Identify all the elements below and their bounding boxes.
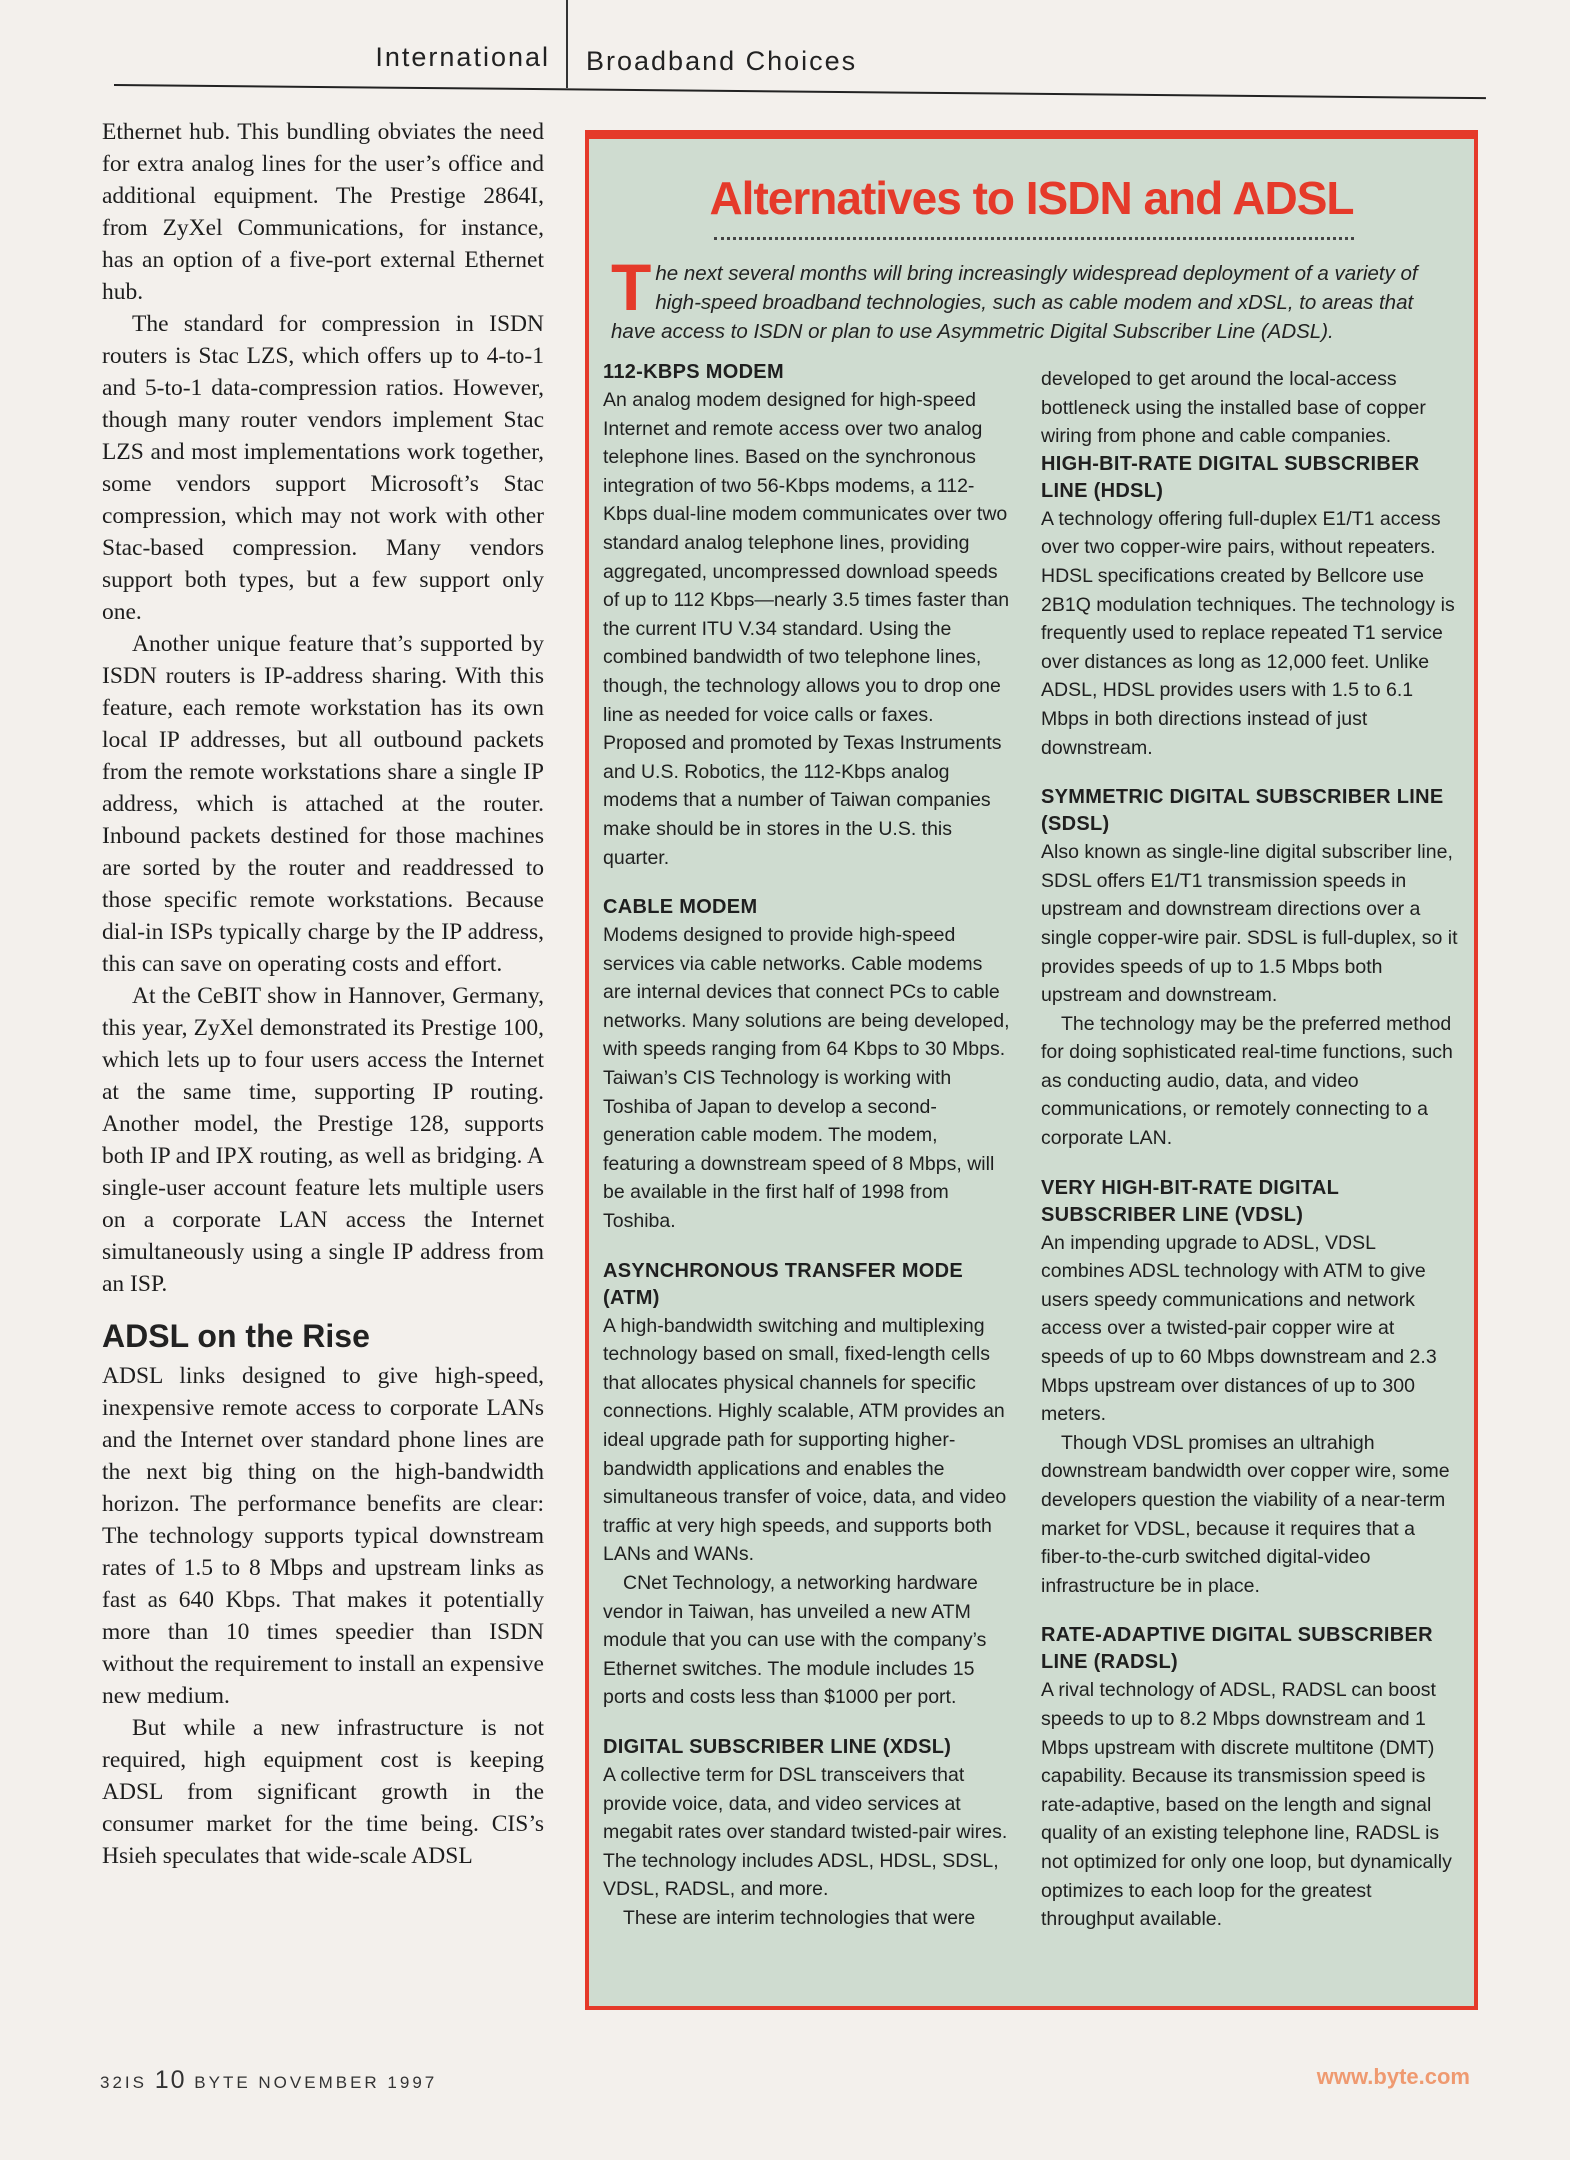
paragraph: developed to get around the local-access bottleneck using the installed base of copper wiring from phone and cable companies. [1041, 368, 1426, 448]
glossary-entry [603, 1258, 1015, 1712]
entry-text: A rival technology of ADSL, RADSL can boost speeds to up to 8.2 Mbps downstream and 1 Mbps upstream with discrete multitone (DMT) capability. Because its transmission speed is rate-adaptive, based on the length and signal quality of an existing telephone line, RADSL is not optimized for only one loop, but dynamically optimizes to each loop for the greatest throughput available. [1041, 1679, 1452, 1931]
paragraph: At the CeBIT show in Hannover, Germany, this year, ZyXel demonstrated its Prestige 100, which lets up to four users access the Internet at the same time, supporting IP routing. Another model, the Prestige 128, supports both IP and IPX routing, as well as bridging. A single-user account feature lets multiple users on a corporate LAN access the Internet simultaneously using a single IP address from an ISP. [102, 983, 544, 1297]
entry-text: Though VDSL promises an ultrahigh downstream bandwidth over copper wire, some developers question the viability of a near-term market for VDSL, because it requires that a fiber-to-the-curb switched digital-video infrastructure be in place. [1041, 1431, 1450, 1597]
entry-text: An impending upgrade to ADSL, VDSL combines ADSL technology with ATM to give users speedy communications and network access over a twisted-pair copper wire at speeds of up to 60 Mbps downstream and 2.3 Mbps upstream over distances of up to 300 meters. [1041, 1231, 1437, 1426]
paragraph: ADSL links designed to give high-speed, inexpensive remote access to corporate LANs and the Internet over standard phone lines are the next big thing on the high-bandwidth horizon. The performance benefits are clear: The technology supports typical downstream rates of 1.5 to 8 Mbps and upstream links as fast as 640 Kbps. That makes it potentially more than 10 times speedier than ISDN without the requirement to install an expensive new medium. [102, 1363, 544, 1709]
entry-text: The technology may be the preferred method for doing sophisticated real-time functions, such as conducting audio, data, and video communications, or remotely connecting to a corporate LAN. [1041, 1012, 1453, 1150]
glossary-entry [603, 359, 1015, 872]
glossary-entry [1041, 784, 1461, 1153]
entry-text: An analog modem designed for high-speed Internet and remote access over two analog telephone lines. Based on the synchronous integration of two 56-Kbps modems, a 112-Kbps dual-line modem communicates over two standard analog telephone lines, providing aggregated, uncompressed download speeds of up to 112 Kbps—nearly 3.5 times faster than the current ITU V.34 standard. Using the combined bandwidth of two telephone lines, though, the technology allows you to drop one line as needed for voice calls or faxes. Proposed and promoted by Texas Instruments and U.S. Robotics, the 112-Kbps analog modems that a number of Taiwan companies make should be in stores in the U.S. this quarter. [603, 389, 1010, 869]
sidebar-column-1 [603, 359, 1015, 1955]
entry-text: These are interim technologies that were [623, 1906, 976, 1929]
dotted-rule [714, 237, 1354, 240]
paragraph: The standard for compression in ISDN routers is Stac LZS, which offers up to 4-to-1 and 5-to-1 data-compression ratios. However, though many router vendors implement Stac LZS and most implementations work together, some vendors support Microsoft’s Stac compression, which may not work with other Stac-based compression. Many vendors support both types, but a few support only one. [102, 311, 544, 625]
page-code: 32IS [100, 2073, 147, 2092]
sidebar-intro [611, 250, 1452, 346]
paragraph: Ethernet hub. This bundling obviates the need for extra analog lines for the user’s office and additional equipment. The Prestige 2864I, from ZyXel Communications, for instance, has an option of a five-port external Ethernet hub. [102, 119, 544, 305]
sidebar-title: Alternatives to ISDN and ADSL [709, 172, 1354, 224]
entry-heading: VERY HIGH-BIT-RATE DIGITAL SUBSCRIBER LINE (VDSL) [1041, 1176, 1339, 1226]
running-head-section: International [375, 42, 550, 72]
drop-cap: T [611, 250, 652, 324]
entry-heading: 112-KBPS MODEM [603, 361, 784, 383]
entry-heading: SYMMETRIC DIGITAL SUBSCRIBER LINE (SDSL) [1041, 786, 1444, 836]
entry-text: CNet Technology, a networking hardware vendor in Taiwan, has unveiled a new ATM module that you can use with the company’s Ethernet switches. The module includes 15 ports and costs less than $1000 per port. [603, 1571, 987, 1709]
entry-heading: CABLE MODEM [603, 896, 758, 919]
header-divider [566, 0, 568, 88]
folio [100, 2066, 437, 2095]
entry-heading: HIGH-BIT-RATE DIGITAL SUBSCRIBER LINE (HDSL) [1041, 452, 1420, 502]
sidebar-box [585, 130, 1478, 2010]
glossary-entry [1041, 1175, 1461, 1601]
left-column [102, 116, 544, 1872]
entry-heading: DIGITAL SUBSCRIBER LINE (XDSL) [603, 1735, 952, 1758]
intro-text: he next several months will bring increasingly widespread deployment of a variety of high-speed broadband technologies, such as cable modem and xDSL, to areas that have access to ISDN or plan to use Asymmetric Digital Subscriber Line (ADSL). [611, 262, 1418, 343]
entry-heading: ASYNCHRONOUS TRANSFER MODE (ATM) [603, 1259, 964, 1309]
glossary-entry [603, 894, 1015, 1236]
glossary-entry [603, 1734, 1015, 1933]
issue-date: NOVEMBER 1997 [258, 2073, 438, 2092]
website-link[interactable]: www.byte.com [1316, 2064, 1470, 2089]
paragraph: But while a new infrastructure is not required, high equipment cost is keeping ADSL from significant growth in the consumer market for the time being. CIS’s Hsieh speculates that wide-scale ADSL [102, 1715, 544, 1869]
entry-text: A technology offering full-duplex E1/T1 access over two copper-wire pairs, without repeaters. HDSL specifications created by Bellcore use 2B1Q modulation techniques. The technology is frequently used to replace repeated T1 service over distances as long as 12,000 feet. Unlike ADSL, HDSL provides users with 1.5 to 6.1 Mbps in both directions instead of just downstream. [1041, 507, 1455, 759]
entry-text: A collective term for DSL transceivers that provide voice, data, and video services at megabit rates over standard twisted-pair wires. The technology includes ADSL, HDSL, SDSL, VDSL, RADSL, and more. [603, 1763, 1008, 1901]
entry-text: Also known as single-line digital subscriber line, SDSL offers E1/T1 transmission speeds in upstream and downstream directions over a single copper-wire pair. SDSL is full-duplex, so it provides speeds of up to 1.5 Mbps both upstream and downstream. [1041, 841, 1458, 1007]
entry-text: Modems designed to provide high-speed services via cable networks. Cable modems are internal devices that connect PCs to cable networks. Many solutions are being developed, with speeds ranging from 64 Kbps to 30 Mbps. Taiwan’s CIS Technology is working with Toshiba of Japan to develop a second-generation cable modem. The modem, featuring a downstream speed of 8 Mbps, will be available in the first half of 1998 from Toshiba. [603, 924, 1010, 1233]
entry-text: A high-bandwidth switching and multiplexing technology based on small, fixed-length cells that allocates physical channels for specific connections. Highly scalable, ATM provides an ideal upgrade path for supporting higher-bandwidth applications and enables the simultaneous transfer of voice, data, and video traffic at very high speeds, and supports both LANs and WANs. [603, 1314, 1007, 1566]
running-head-title: Broadband Choices [586, 46, 858, 76]
magazine-name: BYTE [194, 2073, 251, 2092]
subheading: ADSL on the Rise [102, 1318, 370, 1354]
glossary-entry [1041, 451, 1461, 762]
sidebar-column-2 [1041, 365, 1461, 1956]
entry-heading: RATE-ADAPTIVE DIGITAL SUBSCRIBER LINE (RADSL) [1041, 1624, 1433, 1674]
header-rule [114, 84, 1486, 99]
page-number: 10 [154, 2066, 187, 2094]
paragraph: Another unique feature that’s supported by ISDN routers is IP-address sharing. With this feature, each remote workstation has its own local IP addresses, but all outbound packets from the remote workstations share a single IP address, which is attached at the router. Inbound packets destined for those machines are sorted by the router and readdressed to those specific remote workstations. Because dial-in ISPs typically charge by the IP address, this can save on operating costs and effort. [102, 631, 544, 977]
glossary-entry [1041, 1622, 1461, 1933]
